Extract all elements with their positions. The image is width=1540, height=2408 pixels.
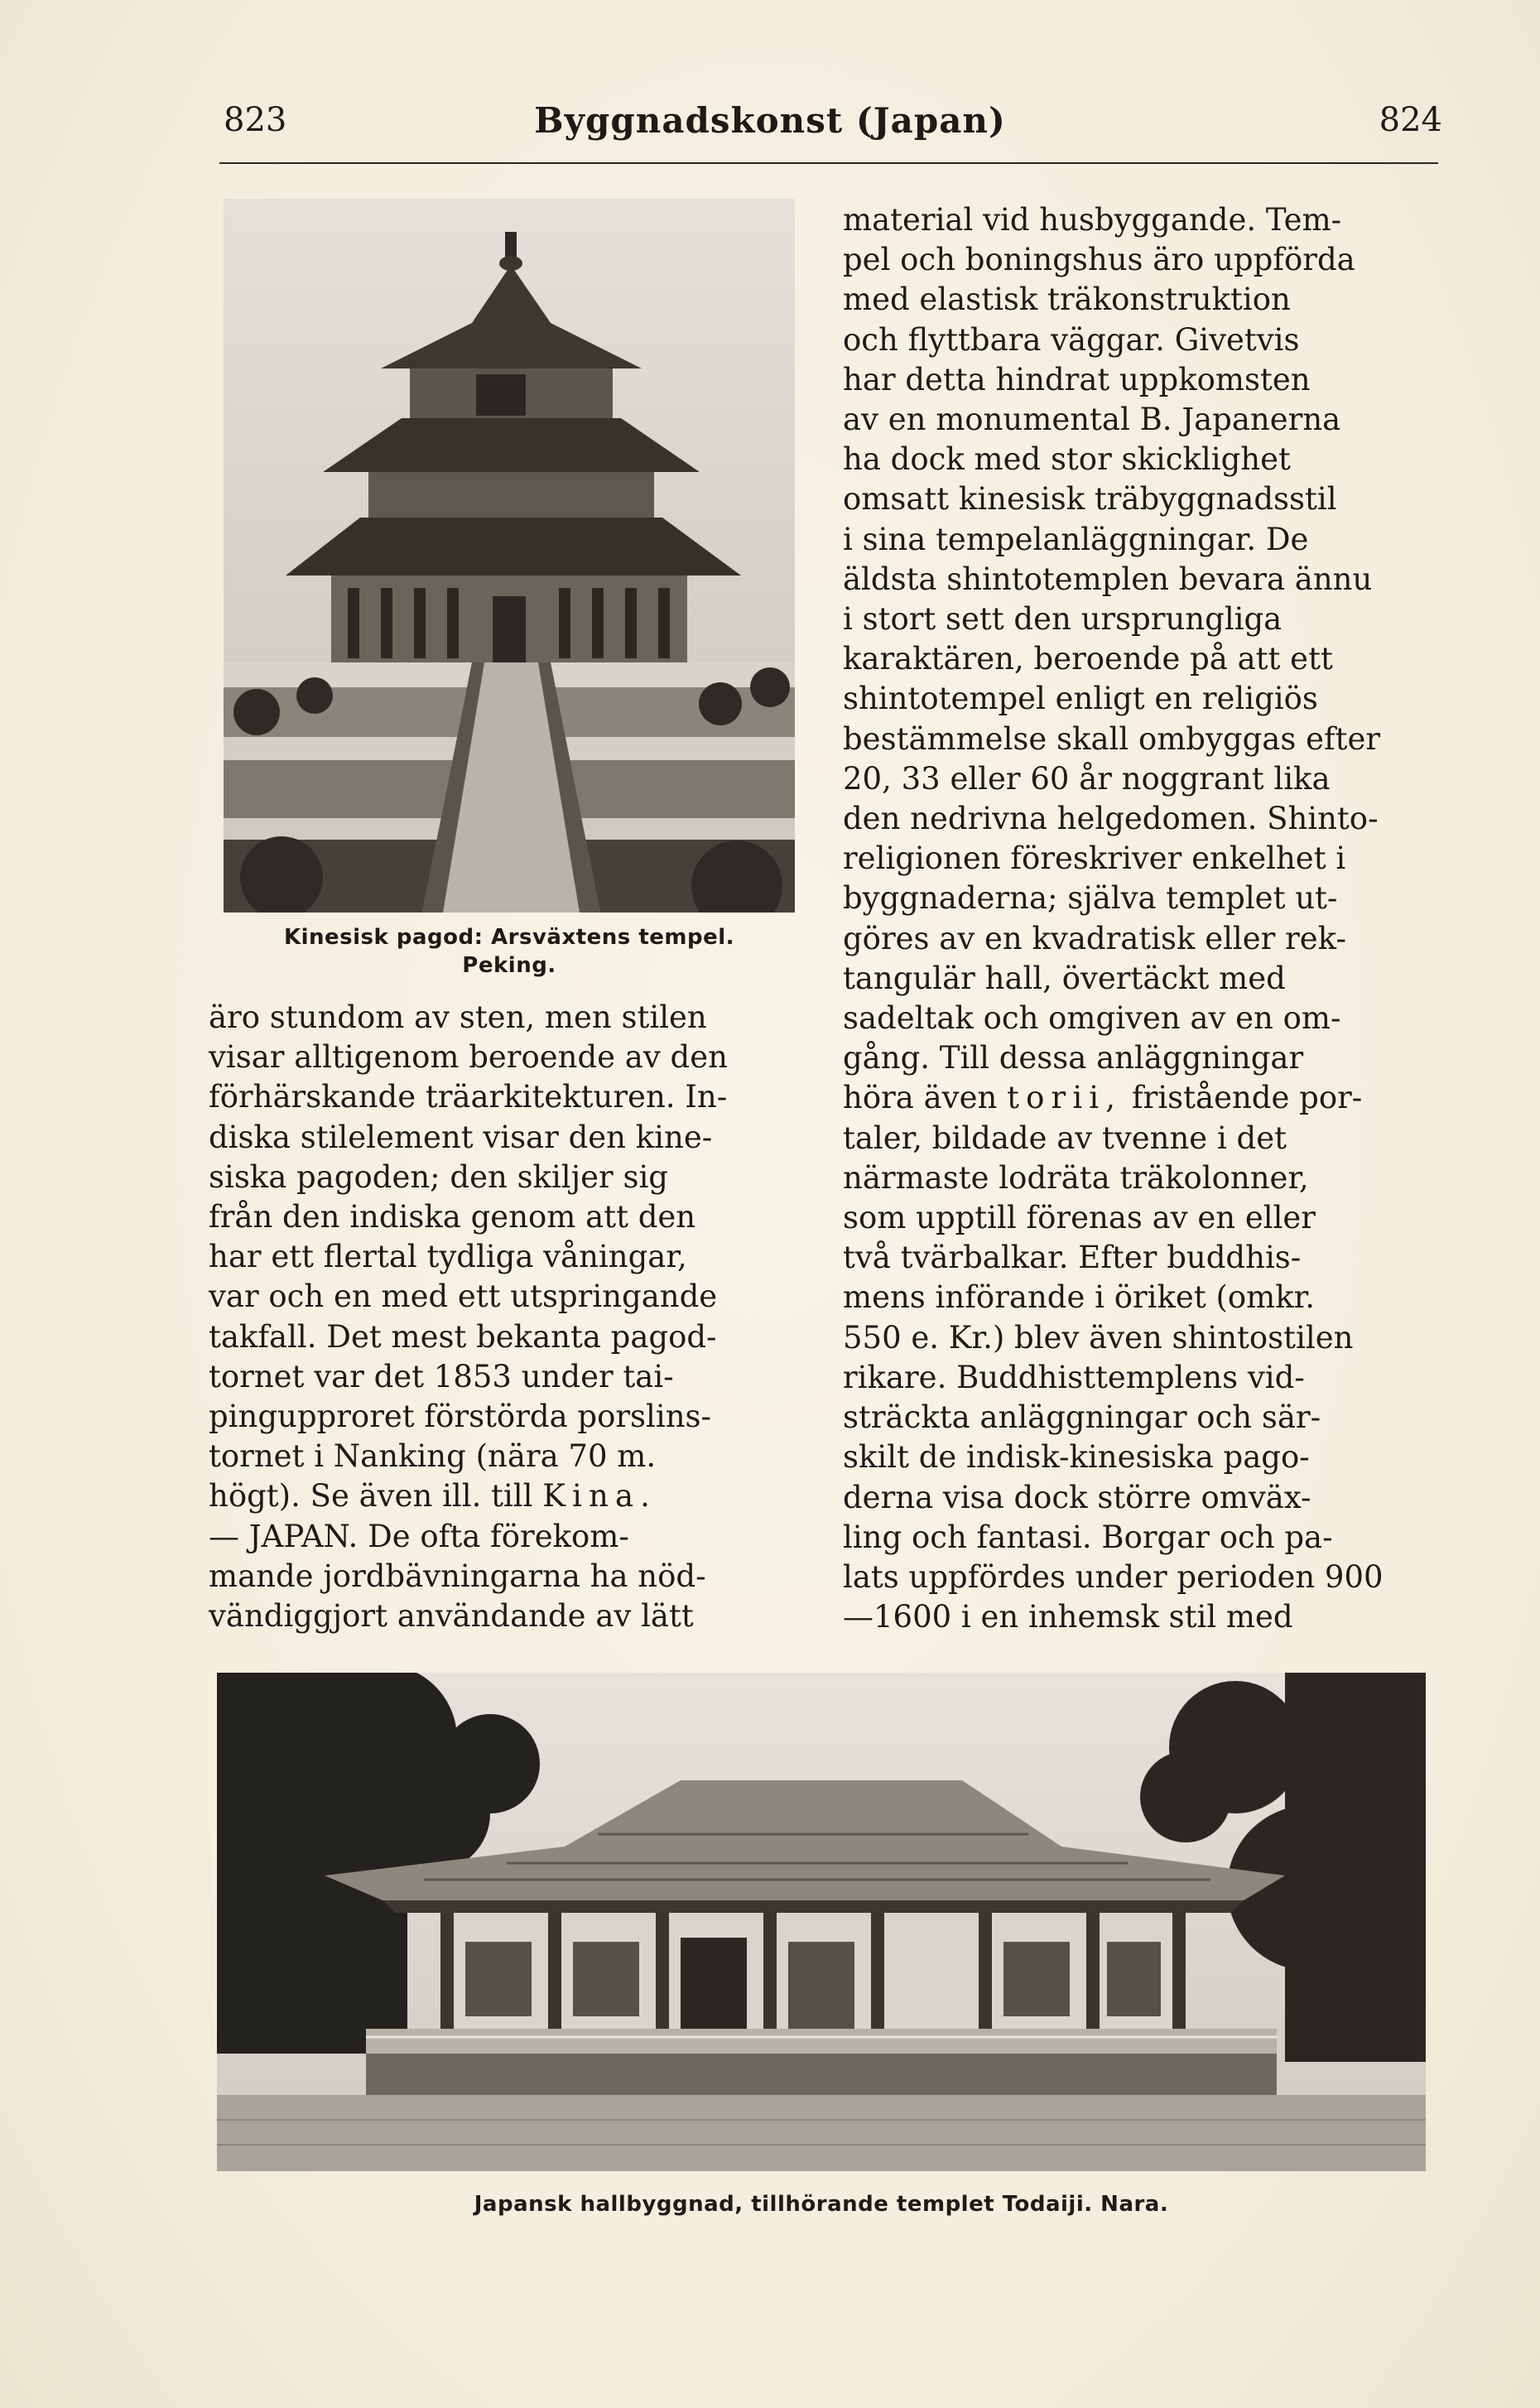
text-line: närmaste lodräta träkolonner,	[843, 1159, 1309, 1196]
text-line: —1600 i en inhemsk stil med	[843, 1599, 1293, 1635]
text-line: har ett flertal tydliga våningar,	[209, 1239, 687, 1275]
text-line: material vid husbyggande. Tem-	[843, 202, 1342, 238]
text-line: tornet var det 1853 under tai-	[209, 1358, 674, 1394]
pagoda-caption-line2: Peking.	[462, 953, 556, 978]
text-line: tangulär hall, övertäckt med	[843, 960, 1286, 996]
text-line-with-spaced-word	[843, 1078, 1439, 1118]
running-title: Byggnadskonst (Japan)	[534, 100, 1006, 141]
header-rule	[219, 162, 1438, 164]
text-line: lats uppfördes under perioden 900	[843, 1558, 1384, 1595]
text-segment: fristående por-	[1131, 1080, 1363, 1116]
hall-illustration	[217, 1673, 1426, 2171]
text-line: omsatt kinesisk träbyggnadsstil	[843, 481, 1337, 518]
text-line: mande jordbävningarna ha nöd-	[209, 1558, 706, 1594]
text-line: skilt de indisk-kinesiska pago-	[843, 1439, 1310, 1476]
text-line: var och en med ett utspringande	[209, 1279, 718, 1315]
text-line: taler, bildade av tvenne i det	[843, 1120, 1287, 1156]
text-line: rikare. Buddhisttemplens vid-	[843, 1359, 1305, 1395]
text-line: mens införande i öriket (omkr.	[843, 1279, 1316, 1316]
text-line: tornet i Nanking (nära 70 m.	[209, 1438, 657, 1475]
text-line: göres av en kvadratisk eller rek-	[843, 920, 1346, 956]
text-line: av en monumental B. Japanerna	[843, 402, 1341, 438]
text-line: byggnaderna; själva templet ut-	[843, 880, 1338, 917]
text-line: och flyttbara väggar. Givetvis	[843, 321, 1300, 358]
text-line: takfall. Det mest bekanta pagod-	[209, 1318, 717, 1355]
text-line: i sina tempelanläggningar. De	[843, 521, 1309, 557]
pagoda-caption-line1: Kinesisk pagod: Arsväxtens tempel.	[283, 925, 735, 950]
text-line: siska pagoden; den skiljer sig	[209, 1158, 668, 1195]
text-line: — JAPAN. De ofta förekom-	[209, 1518, 629, 1554]
right-text-column	[843, 200, 1439, 1637]
hall-caption: Japansk hallbyggnad, tillhörande templet Todaiji. Nara.	[474, 2192, 1169, 2217]
text-line: vändiggjort användande av lätt	[209, 1598, 694, 1635]
text-line-with-spaced-word	[209, 1476, 798, 1516]
text-line: bestämmelse skall ombyggas efter	[843, 720, 1381, 757]
text-line: som upptill förenas av en eller	[843, 1200, 1316, 1236]
text-line: shintotempel enligt en religiös	[843, 681, 1318, 717]
text-line: har detta hindrat uppkomsten	[843, 361, 1311, 397]
text-segment: höra även	[843, 1080, 998, 1116]
text-line: sadeltak och omgiven av en om-	[843, 1000, 1341, 1037]
text-line: förhärskande träarkitekturen. In-	[209, 1079, 728, 1115]
text-line: derna visa dock större omväx-	[843, 1479, 1311, 1515]
text-line: karaktären, beroende på att ett	[843, 641, 1333, 677]
text-line: från den indiska genom att den	[209, 1199, 696, 1235]
text-line: i stort sett den ursprungliga	[843, 601, 1283, 638]
text-line: visar alltigenom beroende av den	[209, 1039, 728, 1076]
page-number-left: 823	[224, 101, 287, 139]
left-text-column	[209, 998, 798, 1636]
pagoda-photo	[224, 199, 795, 913]
pagoda-caption	[219, 923, 799, 980]
page-number-right: 824	[1379, 101, 1442, 139]
text-line: sträckta anläggningar och sär-	[843, 1399, 1321, 1436]
text-line: ha dock med stor skicklighet	[843, 441, 1291, 478]
spaced-word: torii,	[1007, 1080, 1123, 1116]
text-line: den nedrivna helgedomen. Shinto-	[843, 801, 1379, 837]
text-line: 550 e. Kr.) blev även shintostilen	[843, 1319, 1354, 1356]
text-line: 20, 33 eller 60 år noggrant lika	[843, 760, 1331, 797]
text-line: två tvärbalkar. Efter buddhis-	[843, 1240, 1302, 1276]
text-line: pingupproret förstörda porslins-	[209, 1399, 712, 1435]
text-line: med elastisk träkonstruktion	[843, 282, 1291, 318]
text-segment: högt). Se även ill. till	[209, 1478, 533, 1515]
spaced-word: Kina.	[542, 1478, 657, 1515]
text-line: pel och boningshus äro uppförda	[843, 242, 1355, 278]
text-line: ling och fantasi. Borgar och pa-	[843, 1519, 1333, 1555]
text-line: gång. Till dessa anläggningar	[843, 1040, 1304, 1076]
pagoda-illustration	[224, 199, 795, 913]
text-line: äldsta shintotemplen bevara ännu	[843, 561, 1373, 597]
text-line: diska stilelement visar den kine-	[209, 1119, 713, 1155]
text-line: religionen föreskriver enkelhet i	[843, 840, 1346, 877]
hall-photo	[217, 1673, 1426, 2171]
text-line: äro stundom av sten, men stilen	[209, 999, 707, 1035]
